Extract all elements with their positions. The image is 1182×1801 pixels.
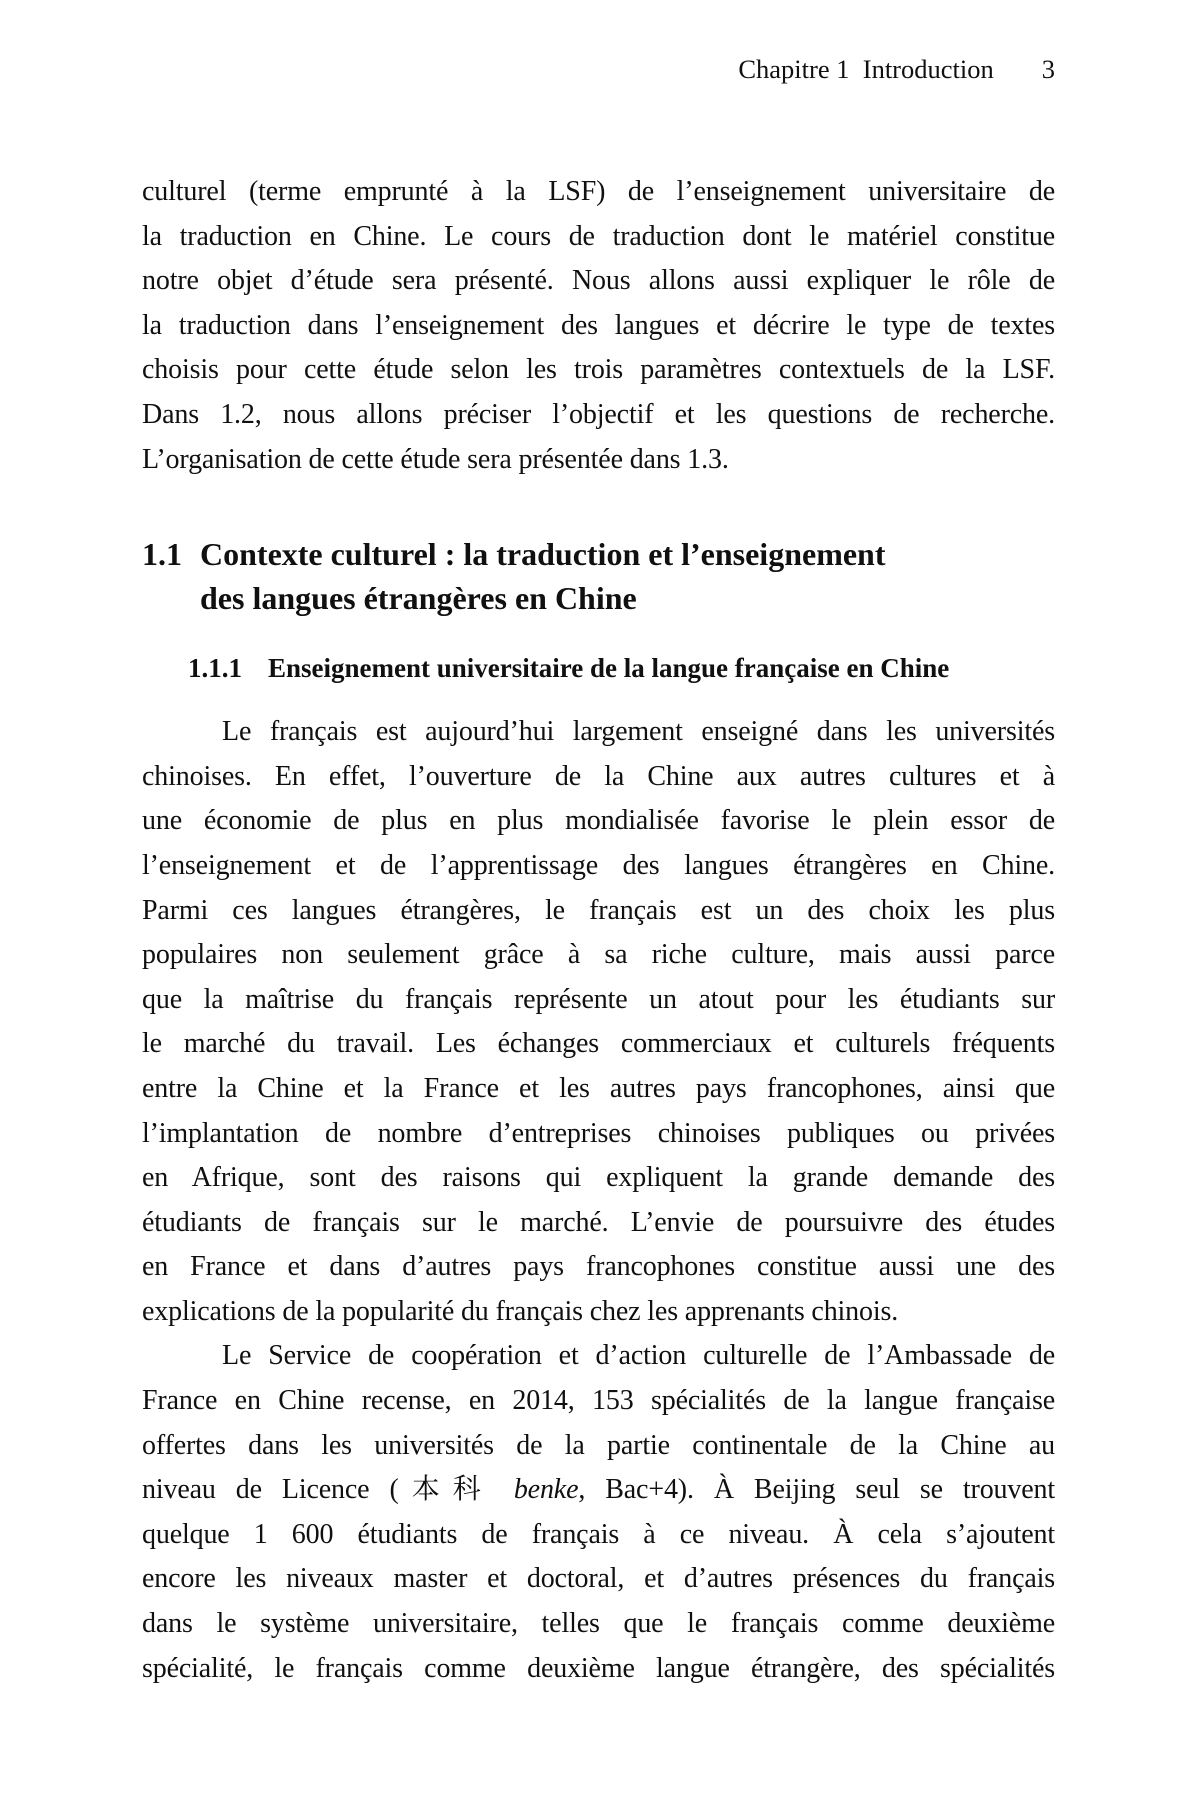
- text-line: offertes dans les universités de la partie continentale de la Chine au: [142, 1429, 1055, 1461]
- running-header: [142, 54, 1055, 84]
- text-line: que la maîtrise du français représente un atout pour les étudiants sur: [142, 983, 1055, 1015]
- text-line: l’enseignement et de l’apprentissage des langues étrangères en Chine.: [142, 849, 1055, 881]
- subsection-heading-1-1-1: [188, 648, 1055, 688]
- text-line: culturel (terme emprunté à la LSF) de l’enseignement universitaire de: [142, 176, 1055, 207]
- section-number: 1.1: [142, 536, 182, 573]
- text-line: une économie de plus en plus mondialisée favorise le plein essor de: [142, 805, 1055, 837]
- text-line: explications de la popularité du français chez les apprenants chinois.: [142, 1295, 899, 1327]
- section-title: [200, 532, 1055, 620]
- text-line: la traduction en Chine. Le cours de traduction dont le matériel constitue: [142, 220, 1055, 252]
- text-line: des langues étrangères en Chine: [200, 580, 637, 617]
- text-line: niveau de Licence (本科 benke, Bac+4). À Beijing seul se trouvent: [142, 1474, 1055, 1506]
- text-line: le marché du travail. Les échanges commerciaux et culturels fréquents: [142, 1028, 1055, 1060]
- text-line: étudiants de français sur le marché. L’envie de poursuivre des études: [142, 1206, 1055, 1238]
- text-line: Le français est aujourd’hui largement enseigné dans les universités: [222, 716, 1055, 748]
- text-line: en Afrique, sont des raisons qui expliquent la grande demande des: [142, 1162, 1055, 1194]
- text-line: encore les niveaux master et doctoral, et d’autres présences du français: [142, 1563, 1055, 1595]
- text-line: Contexte culturel : la traduction et l’enseignement: [200, 536, 886, 573]
- text-line: populaires non seulement grâce à sa riche culture, mais aussi parce: [142, 939, 1055, 971]
- paragraph-intro-continuation: [142, 170, 1055, 482]
- text-line: notre objet d’étude sera présenté. Nous allons aussi expliquer le rôle de: [142, 265, 1055, 297]
- subsection-number: 1.1.1: [188, 653, 242, 684]
- paragraph-french-teaching: [142, 710, 1055, 1334]
- page-number: 3: [1041, 54, 1055, 84]
- section-heading-1-1: [142, 532, 1055, 620]
- text-line: quelque 1 600 étudiants de français à ce niveau. À cela s’ajoutent: [142, 1518, 1055, 1550]
- text-line: la traduction dans l’enseignement des langues et décrire le type de textes: [142, 309, 1055, 341]
- subsection-title: Enseignement universitaire de la langue française en Chine: [268, 653, 950, 684]
- text-line: entre la Chine et la France et les autres pays francophones, ainsi que: [142, 1072, 1055, 1104]
- text-line: L’organisation de cette étude sera présentée dans 1.3.: [142, 443, 729, 475]
- text-line: l’implantation de nombre d’entreprises chinoises publiques ou privées: [142, 1117, 1055, 1149]
- text-line: spécialité, le français comme deuxième langue étrangère, des spécialités: [142, 1652, 1055, 1684]
- text-line: chinoises. En effet, l’ouverture de la Chine aux autres cultures et à: [142, 760, 1055, 792]
- text-line: en France et dans d’autres pays francophones constitue aussi une des: [142, 1251, 1055, 1283]
- text-line: Parmi ces langues étrangères, le français est un des choix les plus: [142, 894, 1055, 926]
- text-line: Dans 1.2, nous allons préciser l’objectif et les questions de recherche.: [142, 398, 1055, 430]
- text-line: Le Service de coopération et d’action culturelle de l’Ambassade de: [222, 1340, 1055, 1372]
- text-line: France en Chine recense, en 2014, 153 spécialités de la langue française: [142, 1385, 1055, 1417]
- text-line: choisis pour cette étude selon les trois paramètres contextuels de la LSF.: [142, 354, 1055, 386]
- paragraph-embassy-statistics: [142, 1334, 1055, 1691]
- text-line: dans le système universitaire, telles que le français comme deuxième: [142, 1608, 1055, 1640]
- running-header-chapter: Chapitre 1 Introduction: [738, 54, 994, 84]
